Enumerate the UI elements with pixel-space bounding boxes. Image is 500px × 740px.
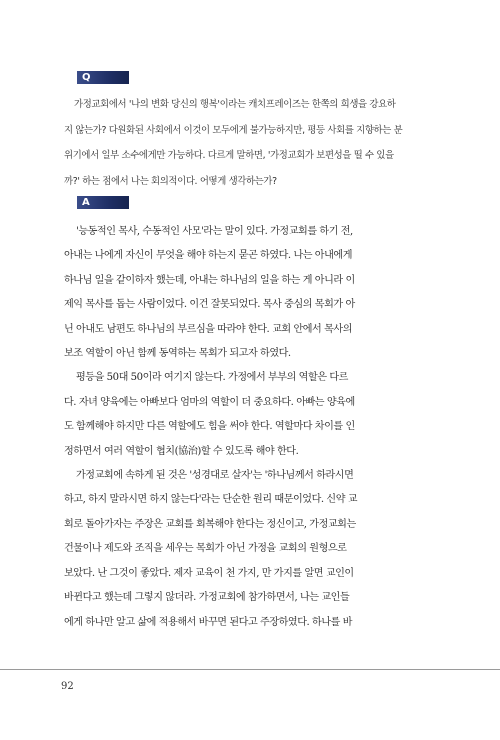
question-text: [64, 92, 436, 194]
question-label: Q: [77, 71, 129, 84]
footer-divider: [0, 669, 500, 670]
answer-line: 가정교회에 속하게 된 것은 '성경대로 살자'는 '하나님께서 하라시면: [76, 470, 354, 482]
answer-label: A: [77, 196, 129, 209]
question-line: 지 않는가? 다원화된 사회에서 이것이 모두에게 불가능하지만, 평등 사회를 지향하는 분: [64, 124, 403, 136]
answer-line: 닌 아내도 남편도 하나님의 부르심을 따라야 한다. 교회 안에서 목사의: [64, 323, 352, 335]
answer-line: 다. 자녀 양육에는 아빠보다 엄마의 역할이 더 중요하다. 아빠는 양육에: [64, 396, 355, 408]
answer-line: 하나님 일을 같이하자 했는데, 아내는 하나님의 일을 하는 게 아니라 이: [64, 274, 355, 286]
question-line: 가정교회에서 '나의 변화 당신의 행복'이라는 캐치프레이즈는 한쪽의 희생을 강요하: [74, 99, 396, 110]
answer-line: 회로 돌아가자는 주장은 교회를 회복해야 한다는 정신이고, 가정교회는: [64, 518, 356, 530]
answer-line: 보았다. 난 그것이 좋았다. 제자 교육이 천 가지, 만 가지를 알면 교인이: [64, 567, 354, 579]
question-line: 위기에서 일부 소수에게만 가능하다. 다르게 말하면, '가정교회가 보편성을 띨 수 있을: [64, 150, 394, 161]
answer-text: [64, 220, 438, 635]
answer-line: 제익 목사를 돕는 사람이었다. 이건 잘못되었다. 목사 중심의 목회가 아: [64, 299, 355, 311]
answer-line: 에게 하나만 알고 삶에 적용해서 바꾸면 된다고 주장하였다. 하나를 바: [64, 616, 352, 628]
answer-line: 아내는 나에게 자신이 무엇을 해야 하는지 묻곤 하였다. 나는 아내에게: [64, 250, 352, 262]
answer-line: 도 함께해야 하지만 다른 역할에도 힘을 써야 한다. 역할마다 차이를 인: [64, 421, 355, 433]
answer-line: 건물이나 제도와 조직을 세우는 목회가 아닌 가정을 교회의 원형으로: [64, 543, 347, 555]
question-line: 까?' 하는 점에서 나는 회의적이다. 어떻게 생각하는가?: [64, 175, 277, 187]
answer-line: '능동적인 목사, 수동적인 사모'라는 말이 있다. 가정교회를 하기 전,: [76, 226, 353, 237]
answer-line: 하고, 하지 말라시면 하지 않는다'라는 단순한 원리 때문이었다. 신약 교: [64, 494, 358, 506]
answer-line: 보조 역할이 아닌 함께 동역하는 목회가 되고자 하였다.: [64, 348, 291, 360]
answer-line: 정하면서 여러 역할이 협치(協治)할 수 있도록 해야 한다.: [64, 445, 299, 457]
answer-line: 바뀐다고 했는데 그렇지 않더라. 가정교회에 참가하면서, 나는 교인들: [64, 592, 350, 604]
answer-line: 평등을 50대 50이라 여기지 않는다. 가정에서 부부의 역할은 다르: [76, 372, 348, 384]
page-number: 92: [61, 681, 74, 692]
